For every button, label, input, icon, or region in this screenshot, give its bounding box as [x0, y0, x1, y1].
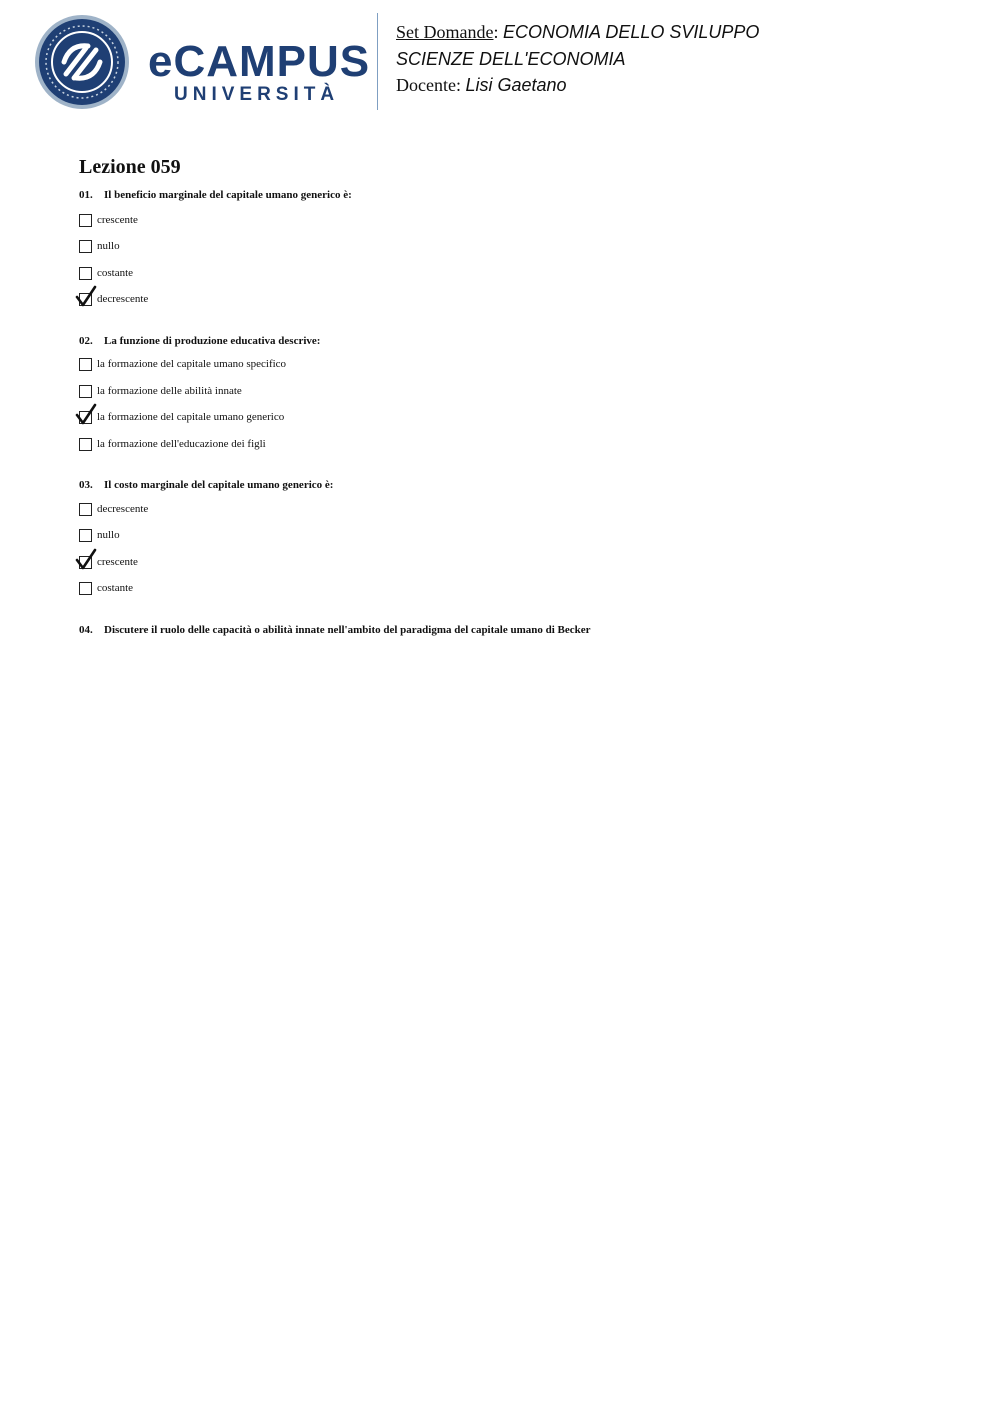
checkbox[interactable] [79, 503, 92, 516]
question-01 [79, 188, 352, 202]
set-colon: : [493, 22, 499, 42]
checkbox[interactable] [79, 582, 92, 595]
question-text: Il beneficio marginale del capitale umano generico è: [104, 189, 352, 201]
course-title: ECONOMIA DELLO SVILUPPO [503, 22, 760, 42]
answer-option[interactable] [79, 385, 579, 401]
question-text: La funzione di produzione educativa descrive: [104, 335, 321, 347]
answer-option[interactable] [79, 214, 579, 230]
teacher-label: Docente: [396, 75, 461, 95]
course-subtitle: SCIENZE DELL'ECONOMIA [396, 49, 626, 69]
checkmark-icon [75, 285, 97, 307]
checkmark-icon [75, 403, 97, 425]
brand-name: eCAMPUS [148, 37, 371, 86]
answer-option[interactable] [79, 438, 579, 454]
answer-option[interactable] [79, 503, 579, 519]
ecampus-wordmark-logo [148, 37, 371, 110]
checkmark-icon [75, 548, 97, 570]
option-label: decrescente [97, 293, 149, 305]
checkbox[interactable] [79, 358, 92, 371]
option-label: crescente [97, 214, 138, 226]
question-04 [79, 623, 591, 637]
option-label: costante [97, 582, 134, 594]
lesson-title: Lezione 059 [79, 156, 181, 178]
answer-option[interactable] [79, 293, 579, 309]
option-label: la formazione delle abilità innate [97, 385, 242, 397]
checkbox[interactable] [79, 438, 92, 451]
answer-option[interactable] [79, 240, 579, 256]
answer-option[interactable] [79, 556, 579, 572]
answer-option[interactable] [79, 358, 579, 374]
checkbox[interactable] [79, 529, 92, 542]
set-line [396, 21, 759, 43]
question-number: 02. [79, 335, 93, 347]
option-label: decrescente [97, 503, 149, 515]
question-number: 01. [79, 189, 93, 201]
question-text: Discutere il ruolo delle capacità o abilità innate nell'ambito del paradigma del capitale umano di Becker [104, 624, 591, 636]
question-number: 03. [79, 479, 93, 491]
header-divider [377, 13, 378, 110]
checkbox[interactable] [79, 240, 92, 253]
question-text: Il costo marginale del capitale umano generico è: [104, 479, 334, 491]
option-label: la formazione dell'educazione dei figli [97, 438, 266, 450]
teacher-name: Lisi Gaetano [465, 75, 567, 95]
course-subtitle-line [396, 48, 625, 70]
university-seal-logo [34, 14, 130, 110]
checkbox[interactable] [79, 267, 92, 280]
question-number: 04. [79, 624, 93, 636]
checkbox[interactable] [79, 214, 92, 227]
option-label: crescente [97, 556, 138, 568]
question-02 [79, 334, 320, 348]
answer-option[interactable] [79, 411, 579, 427]
document-header [0, 0, 1000, 120]
question-03 [79, 478, 333, 492]
option-label: nullo [97, 240, 120, 252]
option-label: costante [97, 267, 134, 279]
option-label: nullo [97, 529, 120, 541]
answer-option[interactable] [79, 267, 579, 283]
option-label: la formazione del capitale umano specifico [97, 358, 287, 370]
answer-option[interactable] [79, 582, 579, 598]
set-label: Set Domande [396, 22, 494, 42]
checkbox[interactable] [79, 385, 92, 398]
option-label: la formazione del capitale umano generico [97, 411, 285, 423]
teacher-line [396, 74, 567, 96]
answer-option[interactable] [79, 529, 579, 545]
brand-subtitle: UNIVERSITÀ [174, 84, 340, 105]
